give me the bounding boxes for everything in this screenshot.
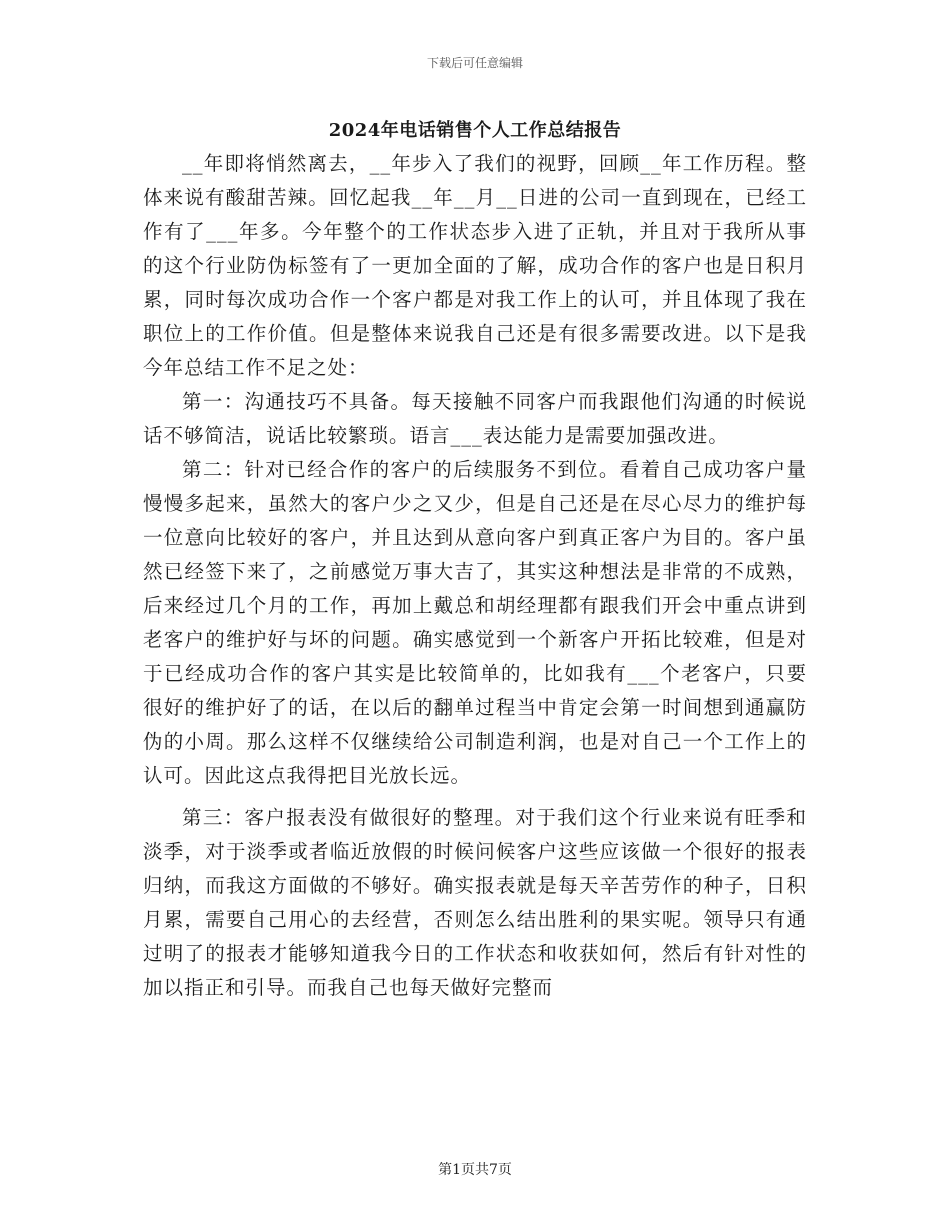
header-note: 下载后可任意编辑 [426, 56, 523, 70]
paragraph-point-3: 第三：客户报表没有做很好的整理。对于我们这个行业来说有旺季和淡季，对于淡季或者临近放假的时候问候客户这些应该做一个很好的报表归纳，而我这方面做的不够好。确实报表就是每天辛苦劳作的种子，日积月累，需要自己用心的去经营，否则怎么结出胜利的果实呢。领导只有通过明了的报表才能够知道我今日的工作状态和收获如何，然后有针对性的加以指正和引导。而我自己也每天做好完整而 [143, 806, 807, 999]
document-title: 2024年电话销售个人工作总结报告 [328, 120, 622, 141]
page-footer: 第1页共7页 [438, 1162, 512, 1178]
document-body [143, 147, 807, 1005]
paragraph-point-1: 第一：沟通技巧不具备。每天接触不同客户而我跟他们沟通的时候说话不够简洁，说话比较繁琐。语言___表达能力是需要加强改进。 [143, 390, 807, 447]
paragraph-intro: __年即将悄然离去，__年步入了我们的视野，回顾__年工作历程。整体来说有酸甜苦辣。回忆起我__年__月__日进的公司一直到现在，已经工作有了___年多。今年整个的工作状态步入进了正轨，并且对于我所从事的这个行业防伪标签有了一更加全面的了解，成功合作的客户也是日积月累，同时每次成功合作一个客户都是对我工作上的认可，并且体现了我在职位上的工作价值。但是整体来说我自己还是有很多需要改进。以下是我今年总结工作不足之处： [143, 152, 807, 379]
paragraph-point-2: 第二：针对已经合作的客户的后续服务不到位。看着自己成功客户量慢慢多起来，虽然大的客户少之又少，但是自己还是在尽心尽力的维护每一位意向比较好的客户，并且达到从意向客户到真正客户为目的。客户虽然已经签下来了，之前感觉万事大吉了，其实这种想法是非常的不成熟，后来经过几个月的工作，再加上戴总和胡经理都有跟我们开会中重点讲到老客户的维护好与坏的问题。确实感觉到一个新客户开拓比较难，但是对于已经成功合作的客户其实是比较简单的，比如我有___个老客户，只要很好的维护好了的话，在以后的翻单过程当中肯定会第一时间想到通赢防伪的小周。那么这样不仅继续给公司制造利润，也是对自己一个工作上的认可。因此这点我得把目光放长远。 [143, 458, 807, 787]
